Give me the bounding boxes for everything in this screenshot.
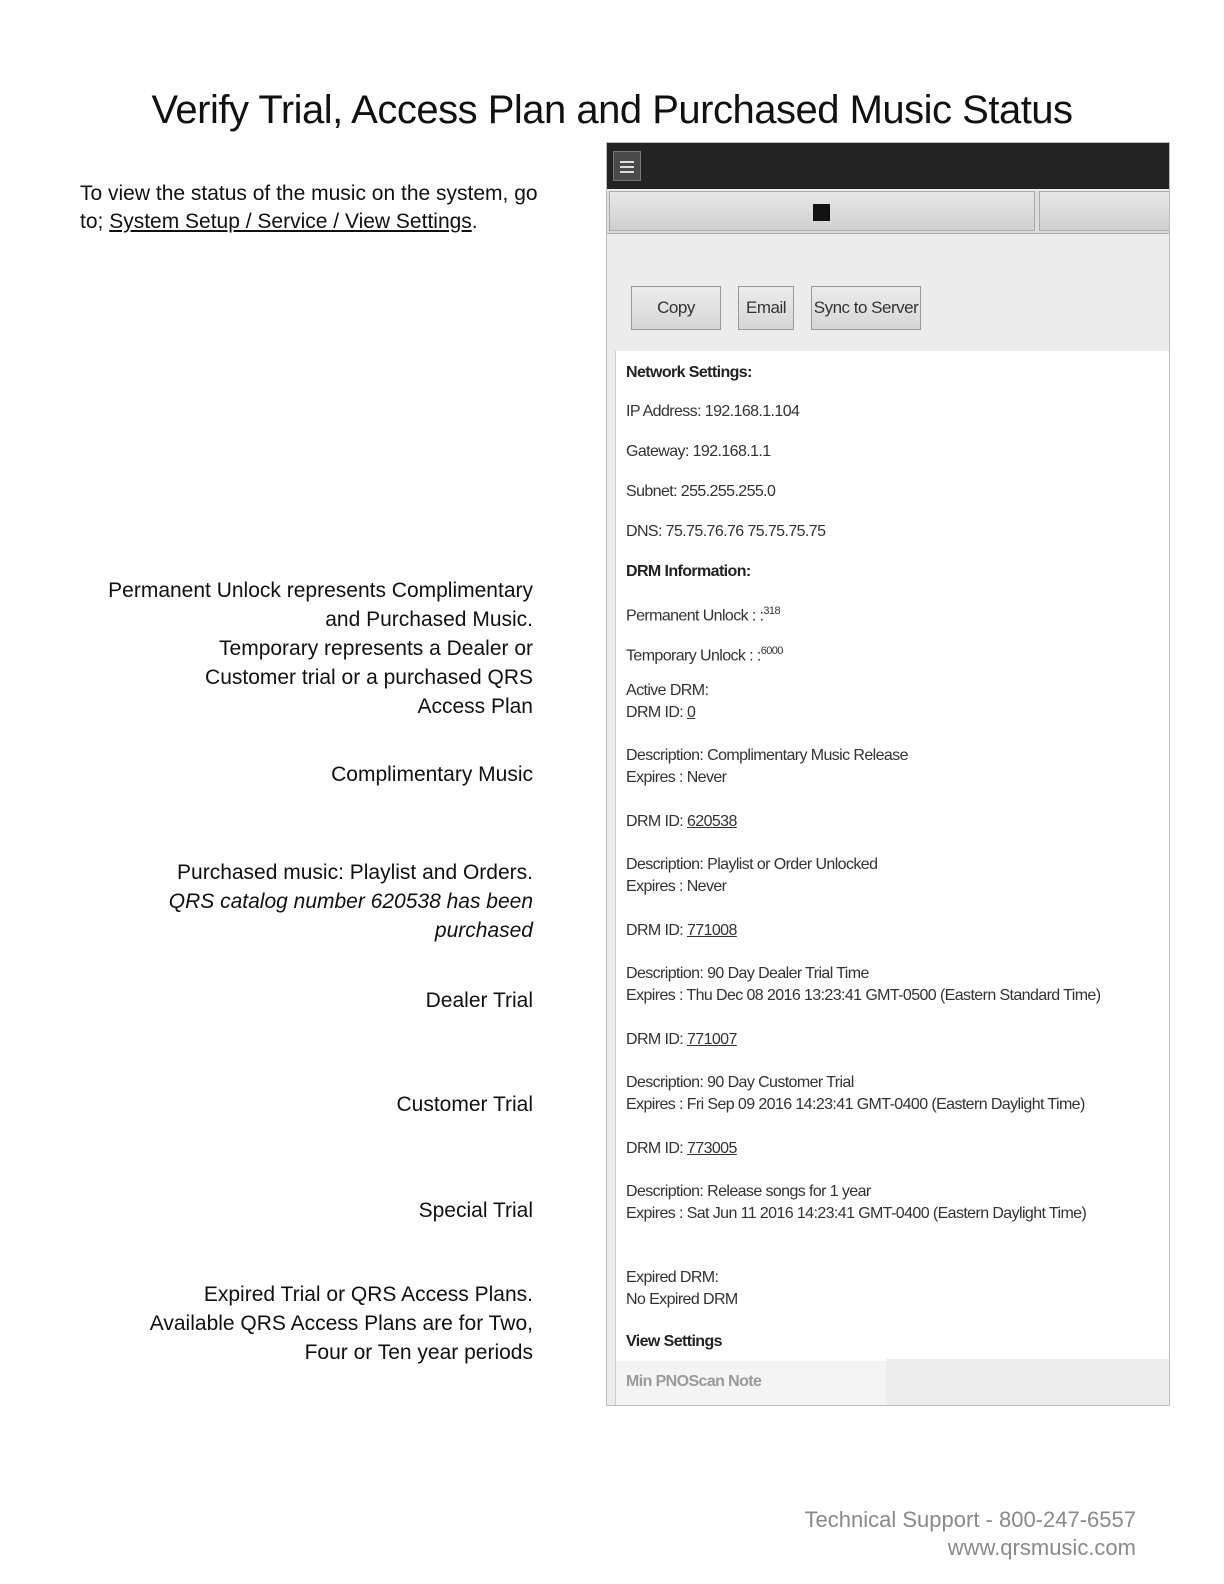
permanent-unlock-value: 318 <box>763 605 780 617</box>
temporary-unlock-value: 6000 <box>760 645 783 657</box>
dns: DNS: 75.75.76.76 75.75.75.75 <box>626 523 826 540</box>
settings-panel <box>615 351 1170 1406</box>
drm-id-link[interactable]: 771007 <box>686 1031 737 1048</box>
unlock-note <box>53 576 533 721</box>
email-button[interactable]: Email <box>738 286 794 330</box>
footer <box>805 1506 1136 1562</box>
note-line: Expired Trial or QRS Access Plans. <box>203 1283 533 1306</box>
temporary-unlock-label: Temporary Unlock : : <box>626 647 761 665</box>
note-line-italic: purchased <box>434 919 533 942</box>
note-line: Customer trial or a purchased QRS <box>205 666 533 689</box>
temporary-unlock <box>626 640 783 667</box>
intro-text: To view the status of the music on the system, go to; <box>80 182 538 233</box>
drm-id-row <box>626 920 737 942</box>
drm-expires: Expires : Never <box>626 769 727 786</box>
view-settings-screenshot <box>606 142 1170 1406</box>
top-bar <box>607 143 1170 189</box>
drm-id-row <box>626 1138 737 1160</box>
hamburger-menu-icon[interactable] <box>613 151 641 181</box>
drm-heading: DRM Information: <box>626 563 751 580</box>
special-note: Special Trial <box>418 1199 533 1222</box>
drm-description: Description: Playlist or Order Unlocked <box>626 856 878 873</box>
min-pnoscan-input[interactable] <box>886 1359 1170 1406</box>
drm-expires: Expires : Never <box>626 878 727 895</box>
view-settings-heading: View Settings <box>626 1333 722 1350</box>
website-url[interactable]: www.qrsmusic.com <box>947 1535 1136 1560</box>
note-line-italic: QRS catalog number 620538 has been <box>168 890 533 913</box>
min-pnoscan-row <box>616 1361 886 1406</box>
drm-expires: Expires : Fri Sep 09 2016 14:23:41 GMT-0400 (Eastern Daylight Time) <box>626 1096 1085 1113</box>
customer-note: Customer Trial <box>396 1093 533 1116</box>
drm-id-label: DRM ID: <box>626 813 687 830</box>
note-line: Available QRS Access Plans are for Two, <box>149 1312 533 1335</box>
page-title: Verify Trial, Access Plan and Purchased Music Status <box>151 88 1073 132</box>
dealer-note: Dealer Trial <box>425 989 533 1012</box>
permanent-unlock <box>626 600 780 627</box>
note-line: Access Plan <box>417 695 533 718</box>
note-line: Temporary represents a Dealer or <box>219 637 533 660</box>
drm-id-label: DRM ID: <box>626 922 687 939</box>
drm-id-link[interactable]: 620538 <box>686 813 737 830</box>
tab-bar <box>607 191 1170 234</box>
gateway: Gateway: 192.168.1.1 <box>626 443 771 460</box>
drm-id-link[interactable]: 0 <box>686 704 696 721</box>
drm-id-link[interactable]: 773005 <box>686 1140 737 1157</box>
secondary-tab[interactable] <box>1039 191 1170 231</box>
drm-description: Description: Release songs for 1 year <box>626 1183 871 1200</box>
drm-id-label: DRM ID: <box>626 1140 687 1157</box>
stop-icon <box>813 204 830 221</box>
network-heading: Network Settings: <box>626 364 752 381</box>
note-line: Purchased music: Playlist and Orders. <box>177 861 533 884</box>
complimentary-note: Complimentary Music <box>331 763 533 786</box>
drm-expires: Expires : Sat Jun 11 2016 14:23:41 GMT-0400 (Eastern Daylight Time) <box>626 1205 1087 1222</box>
subnet: Subnet: 255.255.255.0 <box>626 483 776 500</box>
permanent-unlock-label: Permanent Unlock : : <box>626 607 764 625</box>
drm-id-row <box>626 1029 737 1051</box>
intro-paragraph <box>80 180 540 236</box>
purchased-note <box>53 858 533 945</box>
support-phone: Technical Support - 800-247-6557 <box>804 1507 1136 1532</box>
min-pnoscan-label: Min PNOScan Note <box>626 1373 762 1390</box>
note-line: Four or Ten year periods <box>304 1341 533 1364</box>
sync-to-server-button[interactable]: Sync to Server <box>811 286 921 330</box>
expired-note <box>53 1280 533 1367</box>
no-expired-drm: No Expired DRM <box>626 1291 738 1308</box>
note-line: and Purchased Music. <box>325 608 533 631</box>
ip-address: IP Address: 192.168.1.104 <box>626 403 800 420</box>
drm-description: Description: 90 Day Customer Trial <box>626 1074 854 1091</box>
drm-id-row <box>626 702 695 724</box>
copy-button[interactable]: Copy <box>631 286 721 330</box>
note-line: Permanent Unlock represents Complimentary <box>108 579 533 602</box>
drm-expires: Expires : Thu Dec 08 2016 13:23:41 GMT-0500 (Eastern Standard Time) <box>626 987 1101 1004</box>
drm-id-link[interactable]: 771008 <box>686 922 737 939</box>
drm-id-label: DRM ID: <box>626 1031 687 1048</box>
drm-description: Description: Complimentary Music Release <box>626 747 908 764</box>
drm-id-label: DRM ID: <box>626 704 687 721</box>
settings-path-link[interactable]: System Setup / Service / View Settings <box>109 210 472 233</box>
expired-drm-label: Expired DRM: <box>626 1269 719 1286</box>
active-drm-label: Active DRM: <box>626 682 709 699</box>
intro-end: . <box>471 210 478 233</box>
drm-description: Description: 90 Day Dealer Trial Time <box>626 965 869 982</box>
drm-id-row <box>626 811 737 833</box>
stop-tab[interactable] <box>609 191 1035 231</box>
